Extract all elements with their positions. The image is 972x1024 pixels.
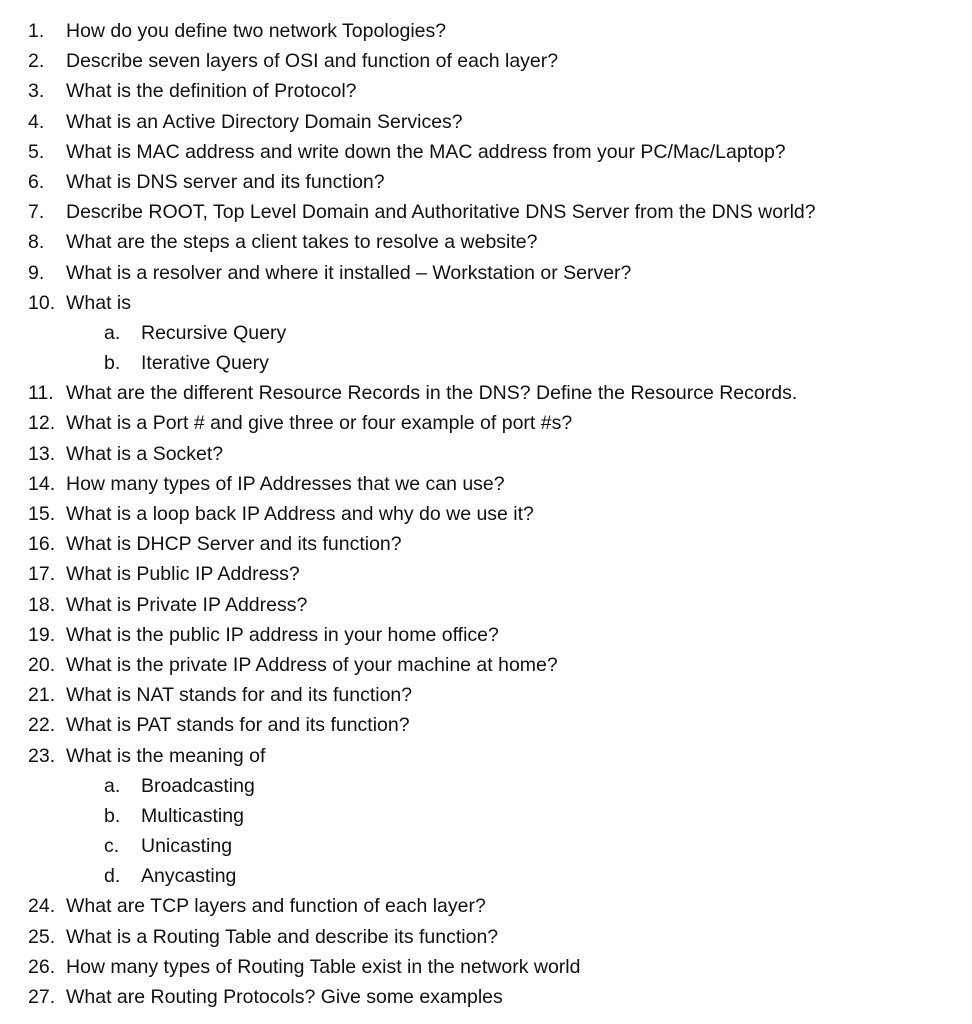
question-list [0,16,972,1012]
question-text: What is PAT stands for and its function? [66,714,410,737]
sub-list-item [0,801,972,831]
list-item [0,559,972,589]
sub-list-item [0,831,972,861]
item-number: 9. [28,261,45,284]
item-number: 19. [28,623,56,646]
item-number: 25. [28,925,56,948]
question-text: What is a loop back IP Address and why do we use it? [66,503,534,525]
sub-item-marker: a. [104,774,121,797]
list-item [0,16,972,46]
sub-item-text: Iterative Query [141,352,269,375]
list-item [0,922,972,952]
item-number: 2. [28,50,45,73]
sub-item-marker: d. [104,865,121,888]
sub-list-item [0,348,972,378]
list-item [0,982,972,1012]
list-item [0,197,972,227]
question-text: What is the public IP address in your home office? [66,623,499,646]
list-item [0,952,972,982]
item-number: 17. [28,563,56,586]
item-number: 1. [28,20,45,42]
list-item [0,469,972,499]
list-item [0,378,972,408]
list-item [0,741,972,771]
question-text: What are the steps a client takes to resolve a website? [66,231,538,254]
question-text: How many types of Routing Table exist in the network world [66,955,581,978]
item-number: 5. [28,140,45,163]
item-number: 26. [28,955,56,978]
item-number: 18. [28,593,56,616]
sub-item-marker: a. [104,321,121,344]
item-number: 27. [28,986,56,1008]
question-text: What is MAC address and write down the MAC address from your PC/Mac/Laptop? [66,140,786,163]
sub-list-item [0,861,972,891]
list-item [0,680,972,710]
question-text: What is DHCP Server and its function? [66,533,402,556]
item-number: 20. [28,653,56,676]
item-number: 7. [28,201,45,224]
sub-item-marker: b. [104,804,121,827]
question-text: What are TCP layers and function of each layer? [66,895,486,918]
list-item [0,590,972,620]
question-text: How do you define two network Topologies? [66,20,447,42]
list-item [0,137,972,167]
item-number: 8. [28,231,45,254]
sub-item-text: Multicasting [141,804,244,827]
question-text: What is Public IP Address? [66,563,300,586]
question-text: What is a Socket? [66,442,224,465]
item-number: 6. [28,170,45,193]
item-number: 11. [28,382,54,405]
item-number: 24. [28,895,56,918]
question-text: What is DNS server and its function? [66,170,385,193]
list-item [0,408,972,438]
question-text: How many types of IP Addresses that we can use? [66,472,505,495]
item-number: 16. [28,533,56,556]
sub-item-marker: c. [104,835,120,858]
question-text: What is the meaning of [66,744,266,767]
sub-item-text: Recursive Query [141,321,287,344]
list-item [0,288,972,318]
list-item [0,167,972,197]
question-text: What is the private IP Address of your machine at home? [66,653,558,676]
list-item [0,107,972,137]
question-text: What is [66,291,132,314]
question-text: What is a Port # and give three or four example of port #s? [66,412,573,435]
list-item [0,529,972,559]
item-number: 14. [28,472,56,495]
sub-item-text: Unicasting [141,835,233,858]
list-item [0,227,972,257]
question-text: What are Routing Protocols? Give some examples [66,986,503,1008]
item-number: 4. [28,110,45,133]
list-item [0,620,972,650]
sub-item-text: Broadcasting [141,774,255,797]
question-text: What is an Active Directory Domain Services? [66,110,463,133]
question-text: What is Private IP Address? [66,593,308,616]
question-text: What is a Routing Table and describe its function? [66,925,499,948]
item-number: 13. [28,442,56,465]
sub-list-item [0,771,972,801]
list-item [0,439,972,469]
item-number: 21. [28,684,56,707]
list-item [0,258,972,288]
question-text: Describe seven layers of OSI and function of each layer? [66,50,559,73]
item-number: 15. [28,503,56,525]
question-text: What are the different Resource Records in the DNS? Define the Resource Records. [66,382,798,405]
list-item [0,710,972,740]
list-item [0,76,972,106]
question-text: What is a resolver and where it installed – Workstation or Server? [66,261,632,284]
item-number: 23. [28,744,56,767]
list-item [0,499,972,529]
sub-list-item [0,318,972,348]
list-item [0,46,972,76]
question-text: What is NAT stands for and its function? [66,684,413,707]
list-item [0,891,972,921]
item-number: 22. [28,714,56,737]
sub-item-text: Anycasting [141,865,237,888]
item-number: 12. [28,412,56,435]
list-item [0,650,972,680]
item-number: 3. [28,80,45,103]
question-text: Describe ROOT, Top Level Domain and Authoritative DNS Server from the DNS world? [66,201,816,224]
sub-item-marker: b. [104,352,121,375]
item-number: 10. [28,291,56,314]
question-text: What is the definition of Protocol? [66,80,357,103]
